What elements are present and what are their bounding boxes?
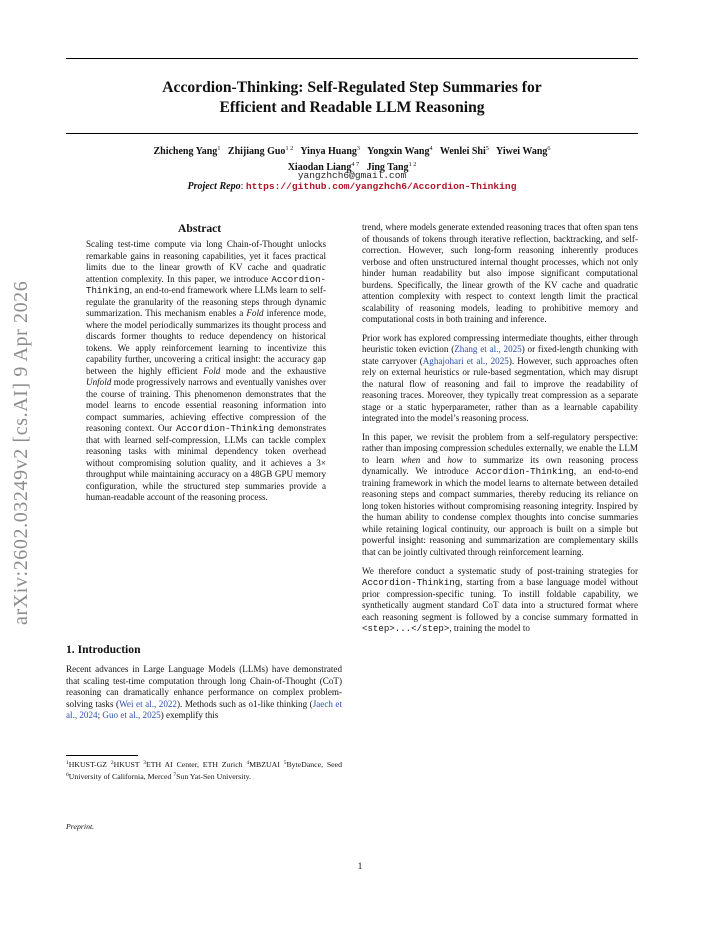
- project-repo: Project Repo: https://github.com/yangzhch6/Accordion-Thinking: [187, 181, 517, 192]
- author-name: Wenlei Shi: [439, 146, 486, 157]
- author-name: Jing Tang: [366, 161, 409, 173]
- footnote-rule: [66, 755, 138, 756]
- author-affiliation: 5: [485, 145, 489, 152]
- right-column: [362, 222, 638, 642]
- arxiv-watermark: arXiv:2602.03249v2 [cs.AI] 9 Apr 2026: [10, 280, 32, 625]
- affiliations-footnote: $^1$HKUST-GZ $^2$HKUST $^3$ETH AI Center, ETH Zurich $^4$MBZUAI $^5$ByteDance, Seed $^6$University of California, Merced $^7$Sun Yat-Sen University.: [66, 760, 343, 781]
- author-affiliation: 3: [356, 145, 360, 152]
- paragraph: We therefore conduct a systematic study of post-training strategies for Accordion-Thinking, starting from a base language model without prior compression-specific tuning. To instill foldable capability, we synthetically augment standard CoT data into a structured format where each reasoning segment is followed by a concise summary formatted in <step>...</step>, training the model to: [362, 565, 638, 635]
- page-number: 1: [357, 862, 363, 872]
- title-bottom-rule: [66, 133, 638, 134]
- author-affiliation: 1: [217, 145, 221, 152]
- introduction-body: Recent advances in Large Language Models (LLMs) have demonstrated that scaling test-time computation through long Chain-of-Thought (CoT) reasoning can dramatically enhance performance on complex problem-solving tasks (Wei et al., 2022). Methods such as o1-like thinking (Jaech et al., 2024; Guo et al., 2025) exemplify this: [66, 664, 342, 720]
- introduction-heading: 1. Introduction: [66, 643, 141, 656]
- citation-link[interactable]: Jaech et al., 2024: [66, 698, 342, 720]
- author-affiliation: 1 2: [408, 160, 417, 168]
- preprint-note: Preprint.: [66, 822, 95, 831]
- method-name: Accordion-Thinking: [475, 466, 574, 478]
- abstract-body: Scaling test-time compute via long Chain-of-Thought unlocks remarkable gains in reasoning capabilities, yet it faces practical limits due to the linear growth of KV cache and quadratic attention complexity. In this paper, we introduce Accordion-Thinking, an end-to-end framework where LLMs learn to self-regulate the granularity of the reasoning steps through dynamic summarization. This mechanism enables a Fold inference mode, where the model periodically summarizes its thought process and discards former thoughts to reduce dependency on historical tokens. We apply reinforcement learning to incentivize this capability further, uncovering a critical insight: the accuracy gap between the highly efficient Fold mode and the exhaustive Unfold mode progressively narrows and eventually vanishes over the course of training. This phenomenon demonstrates that the model learns to encode essential reasoning information into compact summaries, achieving effective compression of the reasoning context. Our Accordion-Thinking demonstrates that with learned self-compression, LLMs can tackle complex reasoning tasks with minimal dependency token overhead without compromising solution quality, and it achieves a 3× throughput while maintaining accuracy on a 48GB GPU memory configuration, while the structured step summaries provide a human-readable account of the reasoning process.: [86, 239, 326, 502]
- abstract-heading: Abstract: [178, 222, 222, 235]
- citation-link[interactable]: Wei et al., 2022: [119, 698, 177, 709]
- title-line-1: Accordion-Thinking: Self-Regulated Step Summaries for: [162, 79, 542, 96]
- method-name: Accordion-Thinking: [362, 577, 461, 589]
- citation-link[interactable]: Guo et al., 2025: [102, 710, 161, 720]
- author-affiliation: 1 2: [285, 145, 294, 152]
- repo-label: Project Repo: [187, 181, 241, 192]
- author-name: Yiwei Wang: [496, 146, 548, 157]
- author-name: Zhijiang Guo: [227, 146, 286, 157]
- author-name: Yinya Huang: [300, 146, 357, 157]
- author-name: Xiaodan Liang: [287, 161, 352, 173]
- paragraph: In this paper, we revisit the problem from a self-regulatory perspective: rather than imposing compression schedules externally, we enable the LLM to learn when and how to summarize its own reasoning process dynamically. We introduce Accordion-Thinking, an end-to-end training framework in which the model learns to alternate between detailed reasoning steps and compact summaries, thereby reducing its reliance on long token histories without compromising reasoning integrity. Inspired by the human ability to condense complex thoughts into concise summaries while retaining logical continuity, our approach is built on a simple but powerful insight: reasoning and summarization are complementary skills that can be jointly cultivated through reinforcement learning.: [362, 431, 638, 557]
- title-line-2: Efficient and Readable LLM Reasoning: [219, 99, 485, 116]
- method-name: Accordion-Thinking: [86, 273, 326, 296]
- author-name: Yongxin Wang: [367, 146, 430, 157]
- citation-link[interactable]: Aghajohari et al., 2025: [422, 355, 509, 366]
- paper-title: [66, 78, 638, 118]
- author-affiliation: 4 7: [351, 160, 360, 168]
- author-affiliation: 6: [547, 145, 551, 152]
- method-name: Accordion-Thinking: [175, 423, 275, 434]
- top-rule: [66, 58, 638, 59]
- author-name: Zhicheng Yang: [153, 146, 218, 157]
- citation-link[interactable]: Zhang et al., 2025: [454, 344, 522, 355]
- contact-email[interactable]: yangzhch6@gmail.com: [297, 170, 407, 181]
- paragraph: Prior work has explored compressing intermediate thoughts, either through heuristic token eviction (Zhang et al., 2025) or fixed-length chunking with state carryover (Aghajohari et al., 2025). However, such approaches often rely on external heuristics or rule-based segmentation, which may disrupt the natural flow of reasoning and fail to improve the readability of reasoning traces. Moreover, they typically treat compression as a separate stage or a static hyperparameter, rather than as a learnable capability integrated into the model’s reasoning process.: [362, 332, 639, 424]
- step-tag: <step>...</step>: [362, 623, 450, 635]
- repo-link[interactable]: https://github.com/yangzhch6/Accordion-Thinking: [245, 181, 517, 192]
- author-affiliation: 4: [429, 145, 433, 152]
- paragraph: trend, where models generate extended reasoning traces that often span tens of thousands of tokens through iterative reflection, backtracking, and self-correction. However, such long-form reasoning inherently produces verbose and often unstructured internal thought processes, which not only hinder human readability but also impose significant computational burdens. Specifically, the linear growth of the KV cache and quadratic attention complexity with respect to context length limit the practical scalability of reasoning models, leading to prohibitive memory and computational costs in both training and inference.: [362, 222, 638, 324]
